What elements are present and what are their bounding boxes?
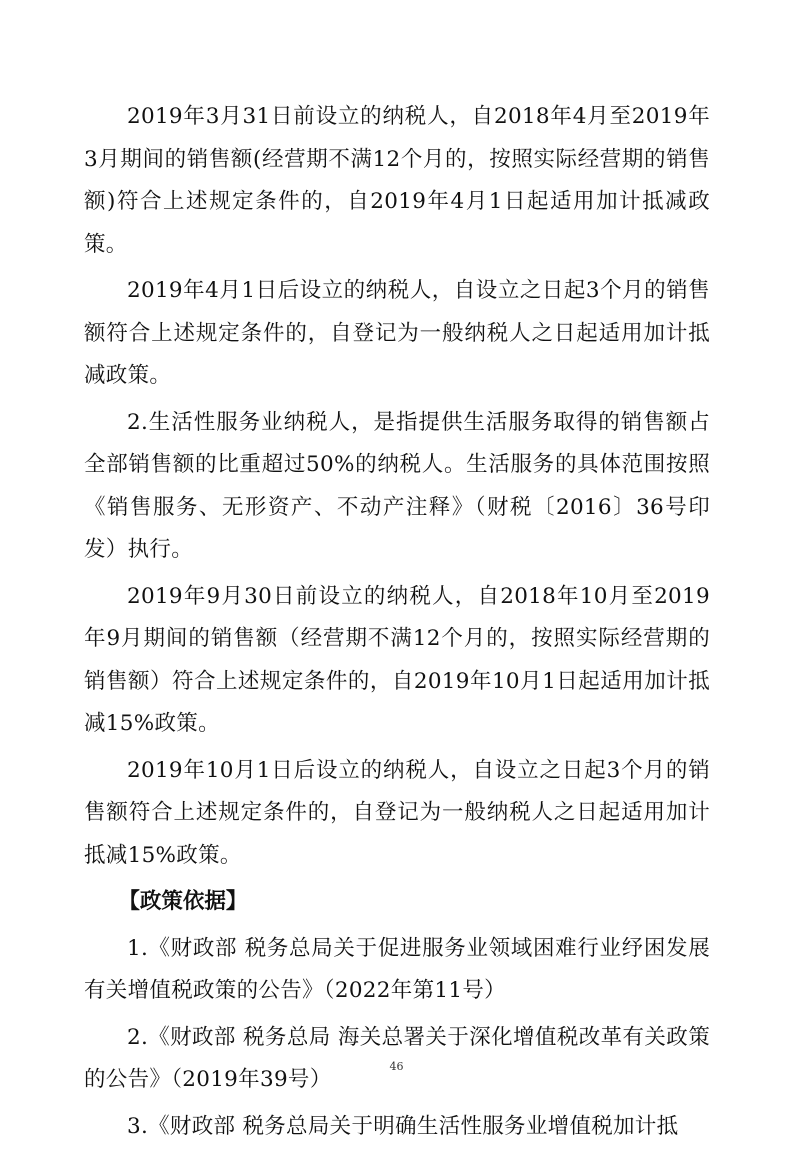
policy-item-3: 3.《财政部 税务总局关于明确生活性服务业增值税加计抵 (127, 1113, 679, 1139)
policy-item-1: 1.《财政部 税务总局关于促进服务业领域困难行业纾困发展有关增值税政策的公告》（2022年第11号） (84, 935, 710, 1003)
policy-item-2: 2.《财政部 税务总局 海关总署关于深化增值税改革有关政策的公告》（2019年39号） (84, 1024, 710, 1092)
page-number: 46 (389, 1060, 404, 1073)
policy-basis-heading: 【政策依据】 (118, 889, 248, 914)
document-body (84, 96, 710, 1152)
paragraph-lifestyle-service-definition: 2.生活性服务业纳税人，是指提供生活服务取得的销售额占全部销售额的比重超过50%的纳税人。生活服务的具体范围按照《销售服务、无形资产、不动产注释》（财税〔2016〕36号印发）执行。 (84, 409, 710, 562)
paragraph-pre-2019-10-taxpayers: 2019年9月30日前设立的纳税人，自2018年10月至2019年9月期间的销售额（经营期不满12个月的，按照实际经营期的销售额）符合上述规定条件的，自2019年10月1日起适用加计抵减15%政策。 (84, 583, 710, 736)
paragraph-post-2019-04-taxpayers: 2019年4月1日后设立的纳税人，自设立之日起3个月的销售额符合上述规定条件的，自登记为一般纳税人之日起适用加计抵减政策。 (84, 278, 710, 388)
paragraph-post-2019-10-taxpayers: 2019年10月1日后设立的纳税人，自设立之日起3个月的销售额符合上述规定条件的，自登记为一般纳税人之日起适用加计抵减15%政策。 (84, 757, 710, 868)
paragraph-pre-2019-04-taxpayers: 2019年3月31日前设立的纳税人，自2018年4月至2019年3月期间的销售额(经营期不满12个月的，按照实际经营期的销售额)符合上述规定条件的，自2019年4月1日起适用加计抵减政策。 (84, 104, 710, 257)
